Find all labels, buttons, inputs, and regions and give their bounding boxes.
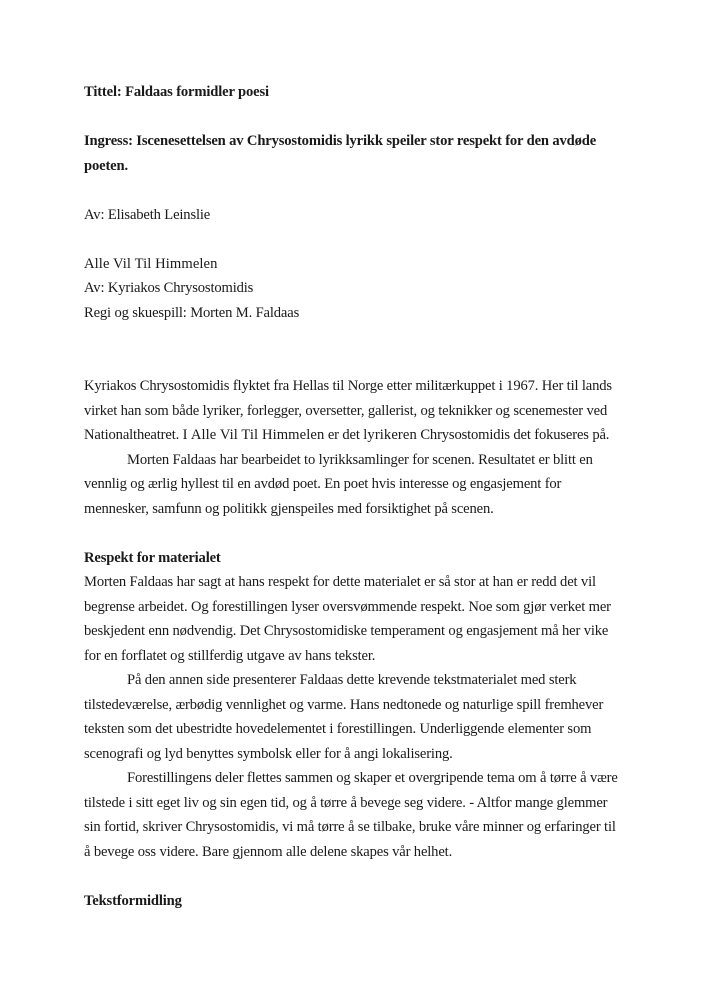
body-line: begrense arbeidet. Og forestillingen lyser oversvømmende respekt. Noe som gjør verket mer — [84, 598, 611, 615]
work-title: Alle Vil Til Himmelen — [84, 255, 218, 272]
article-author: Av: Elisabeth Leinslie — [84, 206, 211, 223]
body-line: Morten Faldaas har sagt at hans respekt for dette materialet er så stor at han er redd det vil — [84, 574, 596, 590]
body-line: teksten som det ubestridte hovedelementet i forestillingen. Underliggende elementer som — [84, 721, 592, 737]
body-line: På den annen side presenterer Faldaas dette krevende tekstmaterialet med sterk — [127, 672, 577, 688]
body-line: vennlig og ærlig hyllest til en avdød poet. En poet hvis interesse og engasjement for — [84, 476, 562, 492]
ingress-line: Ingress: Iscenesettelsen av Chrysostomidis lyrikk speiler stor respekt for den avdøde — [84, 133, 597, 149]
section1-paragraph-2 — [84, 668, 644, 766]
spacer — [84, 227, 644, 252]
work-title-inline: Alle Vil Til Himmelen — [190, 427, 325, 443]
text-run: er det — [324, 427, 364, 443]
work-director: Regi og skuespill: Morten M. Faldaas — [84, 304, 300, 321]
spacer — [84, 325, 644, 374]
body-line: Forestillingens deler flettes sammen og skaper et overgripende tema om å tørre å være — [127, 770, 618, 786]
ingress-line: poeten. — [84, 157, 128, 174]
body-line: tilstede i sitt eget liv og sin egen tid, og å tørre å bevege seg videre. - Altfor mange glemmer — [84, 794, 608, 811]
body-line: Morten Faldaas har bearbeidet to lyrikksamlinger for scenen. Resultatet er blitt en — [127, 451, 593, 468]
text-run: Nationaltheatret. I — [84, 427, 191, 443]
section-heading: Respekt for materialet — [84, 549, 221, 566]
spacer — [84, 105, 644, 130]
body-line: scenografi og lyd benyttes symbolsk eller for å angi lokalisering. — [84, 745, 453, 762]
section1-paragraph-3 — [84, 766, 644, 864]
emphasis-inline: lyrikeren — [363, 427, 417, 443]
intro-paragraph-1 — [84, 374, 644, 448]
body-line: tilstedeværelse, ærbødig vennlighet og varme. Hans nedtonede og naturlige spill fremhever — [84, 696, 604, 713]
spacer — [84, 521, 644, 546]
section-heading: Tekstformidling — [84, 892, 182, 909]
intro-paragraph-2 — [84, 448, 644, 522]
text-run: Chrysostomidis det fokuseres på. — [416, 427, 610, 443]
body-line: beskjedent enn nødvendig. Det Chrysostomidiske temperament og engasjement må her vike — [84, 623, 609, 639]
body-line: mennesker, samfunn og politikk gjenspeiles med forsiktighet på scenen. — [84, 500, 494, 517]
section1-paragraph-1 — [84, 570, 644, 668]
article-title: Tittel: Faldaas formidler poesi — [84, 84, 269, 100]
body-line: virket han som både lyriker, forlegger, oversetter, gallerist, og teknikker og scenemester ved — [84, 402, 608, 419]
body-line: sin fortid, skriver Chrysostomidis, vi må tørre å se tilbake, bruke våre minner og erfaringer til — [84, 819, 616, 835]
body-line: Kyriakos Chrysostomidis flyktet fra Hellas til Norge etter militærkuppet i 1967. Her til lands — [84, 378, 612, 394]
spacer — [84, 864, 644, 889]
document-page — [84, 80, 644, 913]
spacer — [84, 178, 644, 203]
body-line: for en forflatet og stillferdig utgave av hans tekster. — [84, 647, 376, 664]
body-line — [84, 423, 644, 448]
body-line: å bevege oss videre. Bare gjennom alle delene skapes vår helhet. — [84, 843, 453, 860]
work-poet: Av: Kyriakos Chrysostomidis — [84, 280, 254, 296]
